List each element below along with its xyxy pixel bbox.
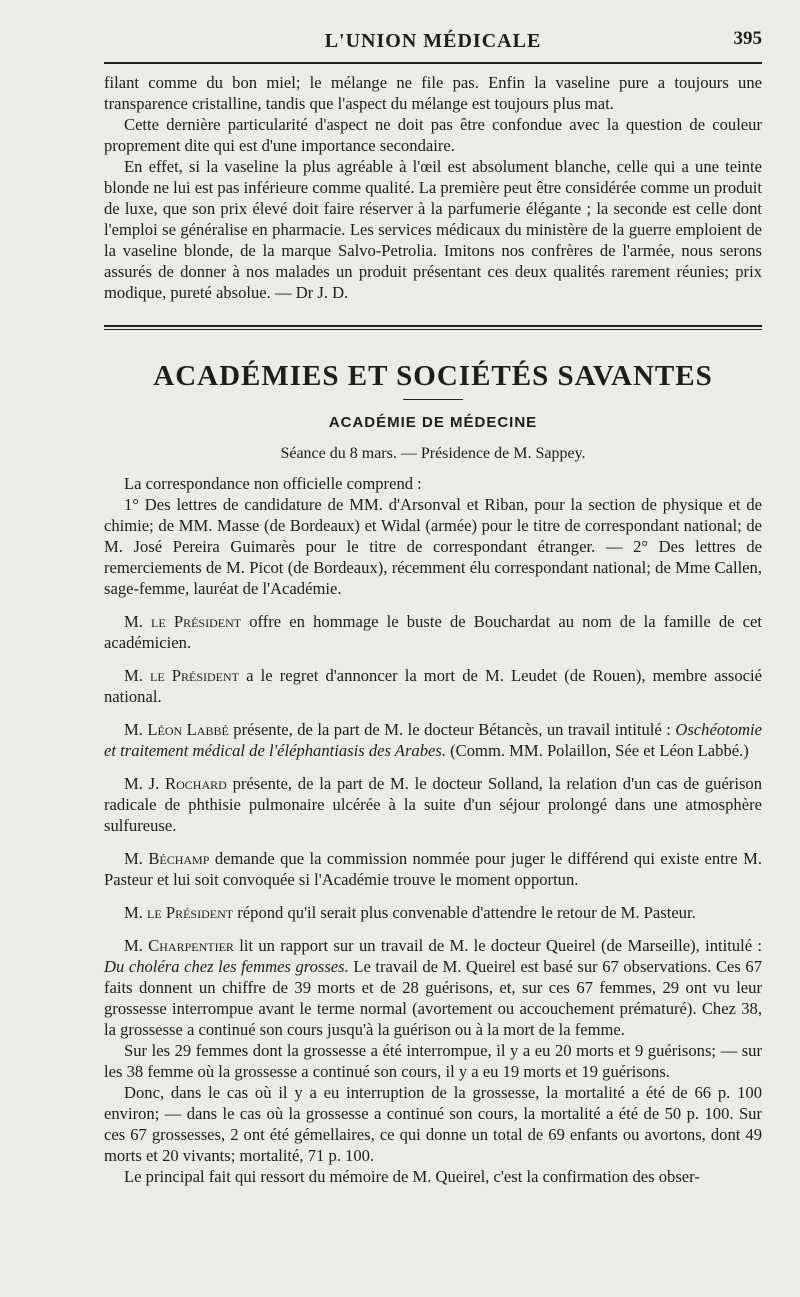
paragraph-text: présente, de la part de M. le docteur Solland, la relation d'un cas de guérison radicale de phthisie pulmonaire ulcérée à la suite d'un séjour prolongé dans une atmosphère sulfureuse. xyxy=(104,774,762,835)
paragraph-rochard xyxy=(104,773,762,836)
paragraph-charpentier xyxy=(104,935,762,1040)
title-rule xyxy=(403,399,463,400)
paragraph-text: (Comm. MM. Polaillon, Sée et Léon Labbé.) xyxy=(450,741,749,760)
section-title: ACADÉMIES ET SOCIÉTÉS SAVANTES xyxy=(153,360,713,392)
subsection-title: ACADÉMIE DE MÉDECINE xyxy=(328,414,538,431)
paragraph-text: demande que la commission nommée pour juger le différend qui existe entre M. Pasteur et lui soit convoquée si l'Académie trouve le moment opportun. xyxy=(104,849,762,889)
paragraph-text: présente, de la part de M. le docteur Bétancès, un travail intitulé : xyxy=(233,720,671,739)
paragraph-labbe xyxy=(104,719,762,761)
speaker-name: M. le Président xyxy=(124,612,242,631)
header-rule xyxy=(104,62,762,64)
speaker-name: M. le Président xyxy=(124,666,240,685)
speaker-name: M. le Président xyxy=(124,903,234,922)
paragraph-text: répond qu'il serait plus convenable d'attendre le retour de M. Pasteur. xyxy=(237,903,696,922)
paragraph-correspondence-list: 1° Des lettres de candidature de MM. d'Arsonval et Riban, pour la section de physique et de chimie; de MM. Masse (de Bordeaux) et Widal (armée) pour le titre de correspondant national; de M. José Pereira Guimarès pour le titre de correspondant étranger. — 2° Des lettres de remerciements de M. Picot (de Bordeaux), récemment élu correspondant national; de Mme Callen, sage-femme, lauréat de l'Académie. xyxy=(104,495,762,598)
paragraph-bechamp xyxy=(104,848,762,890)
paragraph-vaseline-2: Cette dernière particularité d'aspect ne doit pas être confondue avec la question de couleur proprement dite qui est d'une importance secondaire. xyxy=(104,115,762,155)
paragraph-leudet xyxy=(104,665,762,707)
section-divider xyxy=(104,325,762,330)
paragraph-statistics-1: Sur les 29 femmes dont la grossesse a été interrompue, il y a eu 20 morts et 9 guérisons; — sur les 38 femme où la grossesse a continué son cours, il y a eu 19 morts et 19 guérisons. xyxy=(104,1041,762,1081)
paragraph-vaseline-1: filant comme du bon miel; le mélange ne file pas. Enfin la vaseline pure a toujours une transparence cristalline, tandis que l'aspect du mélange est toujours plus mat. xyxy=(104,73,762,113)
paragraph-statistics-2: Donc, dans le cas où il y a eu interruption de la grossesse, la mortalité a été de 66 p. 100 environ; — dans le cas où la grossesse a continué son cours, la mortalité a été de 50 p. 100. Sur ces 67 grossesses, 2 ont été gémellaires, ce qui donne un total de 69 enfants ou avortons, dont 49 morts et 20 vivants; mortalité, 71 p. 100. xyxy=(104,1083,762,1165)
work-title: Du choléra chez les femmes grosses. xyxy=(104,957,349,976)
paragraph-president-reply xyxy=(104,902,762,923)
running-title: L'UNION MÉDICALE xyxy=(324,30,542,52)
paragraph-text: lit un rapport sur un travail de M. le docteur Queirel (de Marseille), intitulé : xyxy=(239,936,762,955)
speaker-name: M. J. Rochard xyxy=(124,774,227,793)
page-number: 395 xyxy=(733,28,762,49)
paragraph-text: Le travail de M. Queirel est basé sur 67 observations. Ces 67 faits donnent un chiffre de 39 morts et de 28 guérisons, et, sur ces 67 femmes, 29 ont vu leur grossesse interrompue avant le terme normal (avortement ou accouchement prématuré). Chez 38, la grossesse a continué son cours jusqu'à la guérison ou à la mort de la femme. xyxy=(104,957,763,1039)
paragraph-correspondence: La correspondance non officielle comprend : xyxy=(124,474,422,493)
speaker-name: M. Charpentier xyxy=(124,936,234,955)
speaker-name: M. Béchamp xyxy=(124,849,210,868)
session-line: Séance du 8 mars. — Présidence de M. Sappey. xyxy=(280,445,586,462)
speaker-name: M. Léon Labbé xyxy=(124,720,229,739)
paragraph-conclusion: Le principal fait qui ressort du mémoire de M. Queirel, c'est la confirmation des obser- xyxy=(124,1167,700,1186)
paragraph-text: a le regret d'annoncer la mort de M. Leudet (de Rouen), membre associé national. xyxy=(104,666,763,706)
paragraph-text: offre en hommage le buste de Bouchardat au nom de la famille de cet académicien. xyxy=(104,612,762,652)
work-title: Oschéotomie et traitement médical de l'éléphantiasis des Arabes. xyxy=(104,720,762,760)
paragraph-buste xyxy=(104,611,762,653)
page-header xyxy=(104,18,762,52)
paragraph-vaseline-3: En effet, si la vaseline la plus agréable à l'œil est absolument blanche, celle qui a une teinte blonde ne lui est pas inférieure comme qualité. La première peut être considérée comme un produit de luxe, que son prix élevé doit faire réserver à la parfumerie élégante ; la seconde est celle dont l'emploi se généralise en pharmacie. Les services médicaux du ministère de la guerre emploient de la vaseline blonde, de la marque Salvo-Petrolia. Imitons nos confrères de l'armée, nous serons assurés de donner à nos malades un produit présentant ces deux qualités rarement réunies; prix modique, pureté absolue. — Dr J. D. xyxy=(104,157,762,302)
